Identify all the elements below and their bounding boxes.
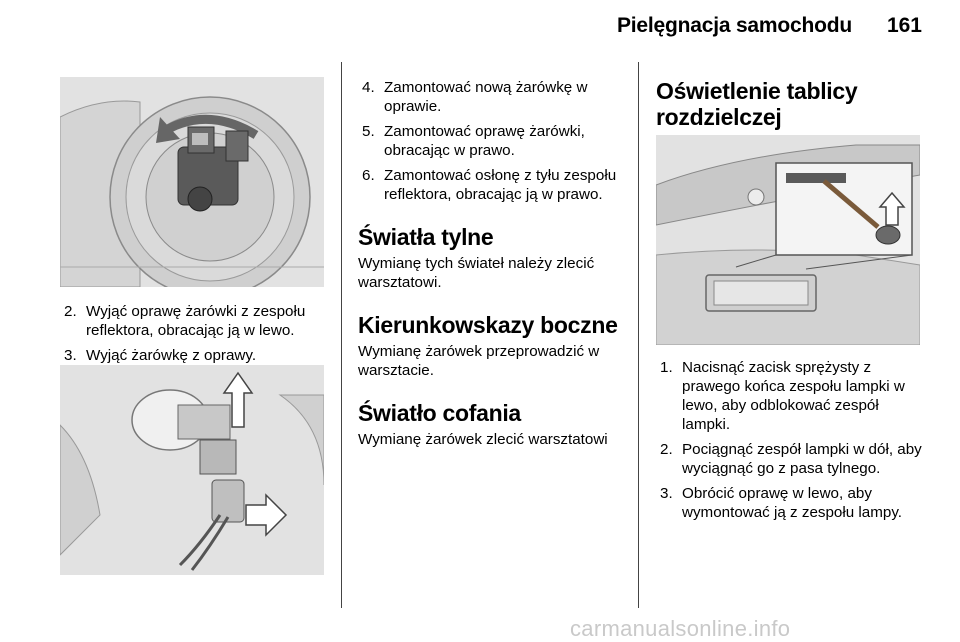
illustration-headlamp-bulb-holder [60,77,324,287]
step-text: Zamontować oprawę żarówki, obracając w prawo. [384,123,585,159]
steps-list-right [656,358,922,522]
step-number: 4. [362,79,375,96]
step-text: Wyjąć żarówkę z oprawy. [86,347,257,364]
column-divider-right [638,62,639,608]
steps-list-left [60,302,324,365]
step-text: Pociągnąć zespół lampki w dół, aby wyciągnąć go z pasa tylnego. [682,441,922,477]
section-heading: Światło cofania [358,400,521,426]
section-heading: Oświetlenie tablicy rozdzielczej [656,78,858,130]
list-item [358,78,626,116]
list-item [60,346,324,365]
step-number: 2. [64,303,77,320]
list-item [358,122,626,160]
page-number: 161 [886,14,922,37]
step-text: Zamontować nową żarówkę w oprawie. [384,79,588,115]
column-divider-left [341,62,342,608]
section-text: Wymianę żarówek przeprowadzić w warsztacie. [358,343,600,379]
step-number: 6. [362,167,375,184]
watermark-text: carmanualsonline.info [570,616,791,641]
section-heading: Światła tylne [358,224,494,250]
list-item [656,440,922,478]
step-text: Zamontować osłonę z tyłu zespołu reflektora, obracając ją w prawo. [384,167,617,203]
step-number: 5. [362,123,375,140]
list-item [656,358,922,434]
step-text: Obrócić oprawę w lewo, aby wymontować ją z zespołu lampy. [682,485,903,521]
step-number: 3. [64,347,77,364]
illustration-bulb-removal [60,365,324,575]
section-text: Wymianę tych świateł należy zlecić warsztatowi. [358,255,595,291]
step-text: Wyjąć oprawę żarówki z zespołu reflektora, obracając ją w lewo. [86,303,306,339]
step-number: 3. [660,485,673,502]
step-text: Nacisnąć zacisk sprężysty z prawego końca zespołu lampki w lewo, aby odblokować zespół lampki. [682,359,905,433]
illustration-dashboard-lamp [656,135,920,345]
steps-list-middle [358,78,626,204]
list-item [60,302,324,340]
step-number: 1. [660,359,673,376]
page-header-title: Pielęgnacja samochodu [616,14,852,37]
list-item [358,166,626,204]
section-text: Wymianę żarówek zlecić warsztatowi [358,431,608,448]
list-item [656,484,922,522]
section-heading: Kierunkowskazy boczne [358,312,618,338]
step-number: 2. [660,441,673,458]
